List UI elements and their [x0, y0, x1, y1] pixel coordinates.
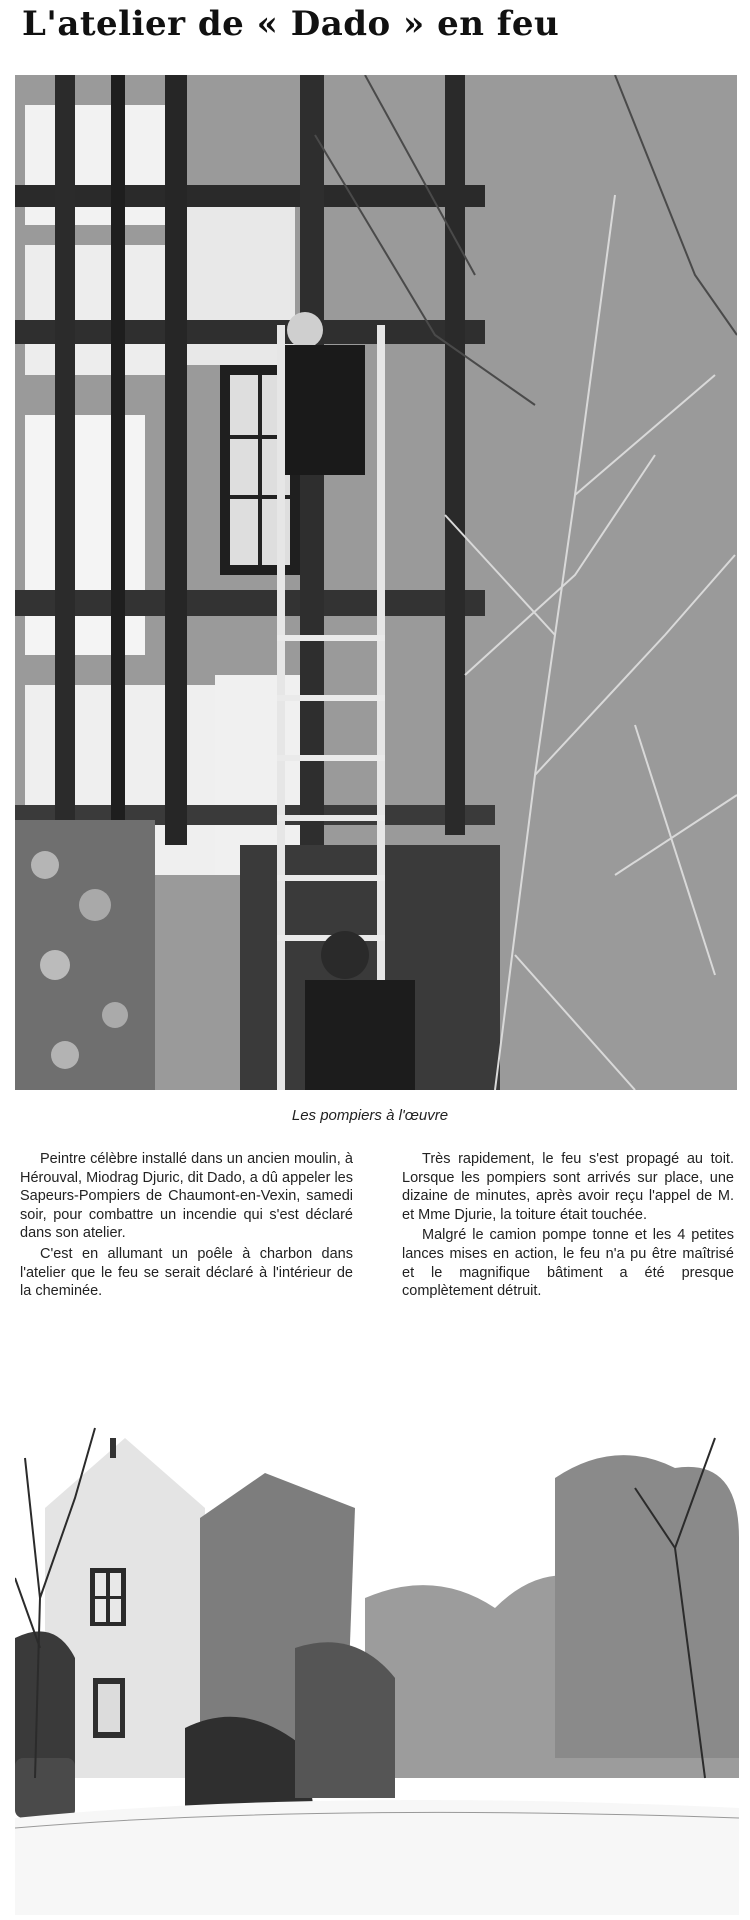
photo-caption: Les pompiers à l'œuvre [291, 1107, 449, 1124]
paragraph: Peintre célèbre installé dans un ancien moulin, à Hérouval, Miodrag Djuric, dit Dado, a dû appeler les Sapeurs-Pompiers de Chaumont-en-Vexin, samedi soir, pour combattre un incendie qui s'est déclaré dans son atelier. [20, 1151, 353, 1242]
headline: L'atelier de « Dado » en feu [22, 4, 560, 44]
article-column-left [20, 1150, 353, 1303]
article-column-right [402, 1150, 734, 1303]
firefighters-photo [15, 75, 737, 1090]
paragraph: Malgré le camion pompe tonne et les 4 petites lances mises en action, le feu n'a pu être maîtrisé et le magnifique bâtiment a été presque complètement détruit. [402, 1227, 734, 1300]
mill-photo [15, 1398, 739, 1915]
paragraph: C'est en allumant un poêle à charbon dans l'atelier que le feu se serait déclaré à l'intérieur de la cheminée. [20, 1245, 353, 1300]
paragraph: Très rapidement, le feu s'est propagé au toit. Lorsque les pompiers sont arrivés sur place, une dizaine de minutes, après avoir reçu l'appel de M. et Mme Djurie, la toiture était touchée. [402, 1151, 734, 1223]
